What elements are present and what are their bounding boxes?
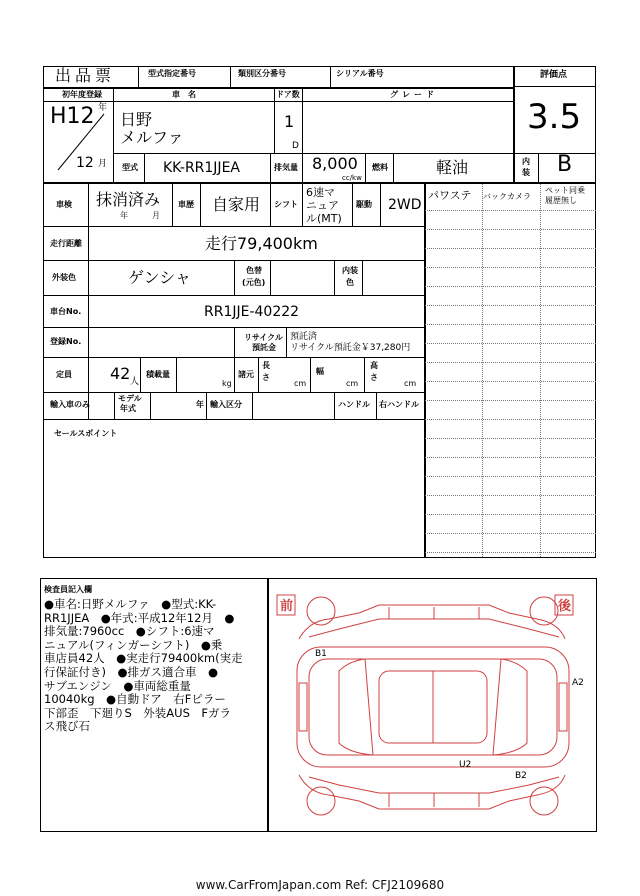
doors-value: 1 — [284, 112, 295, 131]
equipment-row-line — [425, 381, 596, 382]
use-label: 車歴 — [178, 200, 194, 209]
length-unit: cm — [294, 379, 307, 388]
note-line: 下部歪 下廻りS 外装AUS Fガラ — [44, 705, 231, 720]
import-label: 輸入車のみ — [50, 400, 90, 409]
shift-line2: ニュア — [306, 199, 339, 212]
length-label2: さ — [262, 373, 270, 382]
equipment-row-line — [425, 248, 596, 249]
interior-label: 内装 — [522, 157, 530, 177]
model-year-label2: 年式 — [120, 404, 136, 413]
sales-point-label: セールスポイント — [54, 429, 118, 438]
height-unit: cm — [404, 379, 417, 388]
height-label2: さ — [370, 373, 378, 382]
displacement-label: 排気量 — [274, 163, 298, 172]
doors-suffix: D — [292, 141, 299, 151]
shift-line1: 6速マ — [306, 186, 335, 199]
chassis-value: RR1JJE-40222 — [204, 304, 300, 320]
width-unit: cm — [346, 379, 359, 388]
height-label1: 高 — [370, 361, 378, 370]
equipment-row-line — [425, 400, 596, 401]
equipment-row-line — [425, 229, 596, 230]
score-label: 評価点 — [540, 70, 568, 80]
use-value: 自家用 — [212, 195, 261, 214]
color-label: 外装色 — [52, 273, 76, 282]
displacement-unit: cc/kw — [342, 174, 362, 182]
shift-label: シフト — [274, 200, 298, 209]
equipment-grid — [425, 183, 596, 558]
chassis-label: 車台No. — [50, 307, 82, 316]
equipment-col3-line1: ペット同乗 — [545, 186, 585, 195]
load-label: 積載量 — [146, 370, 170, 379]
year-unit: 年 — [98, 103, 108, 113]
vehicle-name-line1: 日野 — [120, 110, 153, 129]
damage-mark-u2: U2 — [459, 760, 472, 770]
handle-label: ハンドル — [338, 400, 370, 409]
interior-grade: B — [557, 152, 573, 177]
fuel-label: 燃料 — [372, 163, 388, 172]
note-line: サブエンジン ●車両総重量 — [44, 678, 191, 693]
equipment-row-line — [425, 343, 596, 344]
doors-label: ドア数 — [276, 90, 300, 99]
equipment-row-line — [425, 324, 596, 325]
note-line: ス飛び石 — [44, 719, 90, 734]
equipment-row-line — [425, 495, 596, 496]
inspector-title: 検査員記入欄 — [44, 585, 92, 594]
first-reg-label: 初年度登録 — [62, 90, 102, 99]
reg-no-label: 登録No. — [50, 337, 82, 346]
size-label: 諸元 — [238, 370, 254, 379]
import-category-label: 輸入区分 — [210, 400, 242, 409]
equipment-row-line — [425, 514, 596, 515]
front-label: 前 — [280, 599, 294, 614]
note-line: ニュアル(フィンガーシフト) ●乗 — [44, 637, 223, 652]
recycle-value1: 預託済 — [290, 332, 318, 342]
name-label: 車 名 — [172, 90, 196, 99]
inspector-notes — [44, 598, 266, 734]
capacity-value: 42 — [110, 364, 131, 383]
equipment-row-line — [425, 419, 596, 420]
model-year-unit: 年 — [196, 400, 204, 409]
equipment-row-line — [425, 210, 596, 211]
page-title: 出品票 — [55, 66, 116, 85]
note-line: 行保証付き) ●排ガス適合車 ● — [44, 664, 219, 679]
damage-mark-b1: B1 — [315, 649, 327, 659]
model-designation-label: 型式指定番号 — [148, 69, 196, 78]
note-line: RR1JJEA ●年式:平成12年12月 ● — [44, 610, 235, 625]
displacement-value: 8,000 — [312, 154, 358, 173]
inspection-value: 抹消済み — [96, 190, 161, 209]
equipment-row-line — [425, 552, 596, 553]
note-line: 排気量:7960cc ●シフト:6速マ — [44, 624, 215, 639]
color-value: ゲンシャ — [128, 268, 191, 287]
width-label: 幅 — [316, 367, 324, 376]
fuel-value: 軽油 — [436, 158, 469, 177]
equipment-col3-line2: 履歴無し — [545, 196, 577, 205]
length-label1: 長 — [262, 361, 270, 370]
first-reg-month: 12 — [76, 155, 94, 171]
mileage-label: 走行距離 — [50, 239, 82, 248]
equipment-row-line — [425, 267, 596, 268]
equipment-col-line — [482, 184, 483, 557]
damage-mark-b2: B2 — [515, 771, 527, 781]
vehicle-name-line2: メルファ — [120, 128, 184, 147]
equipment-row-line — [425, 457, 596, 458]
equipment-row-line — [425, 438, 596, 439]
equipment-col-line — [540, 184, 541, 557]
serial-label: シリアル番号 — [336, 69, 384, 78]
drive-value: 2WD — [388, 197, 422, 213]
inspection-year-sub: 年 — [120, 211, 128, 220]
rear-label: 後 — [558, 599, 572, 614]
footer-watermark: www.CarFromJapan.com Ref: CFJ2109680 — [195, 878, 445, 892]
equipment-col2: バックカメラ — [483, 192, 531, 201]
drive-label: 駆動 — [356, 200, 372, 209]
note-line: ●車名:日野メルファ ●型式:KK- — [44, 597, 217, 611]
recycle-label2: 預託金 — [252, 343, 276, 352]
note-line: 10040kg ●自動ドア 右Fピラー — [44, 692, 226, 707]
inspection-label: 車検 — [56, 200, 72, 209]
mileage-value: 走行79,400km — [205, 234, 318, 253]
damage-mark-a2: A2 — [572, 678, 584, 688]
grade-label: グレード — [390, 90, 438, 99]
capacity-unit: 人 — [130, 377, 140, 387]
load-unit: kg — [222, 379, 232, 388]
equipment-row-line — [425, 305, 596, 306]
model-year-label1: モデル — [118, 394, 142, 403]
handle-value: 右ハンドル — [379, 400, 419, 409]
type-value: KK-RR1JJEA — [163, 160, 240, 176]
recycle-value2: リサイクル預託金￥37,280円 — [290, 343, 411, 353]
equipment-row-line — [425, 362, 596, 363]
equipment-row-line — [425, 286, 596, 287]
interior-color-label2: 色 — [346, 278, 354, 287]
inspection-month-sub: 月 — [152, 211, 160, 220]
car-diagram — [269, 579, 596, 831]
month-unit: 月 — [98, 159, 108, 169]
interior-color-label1: 内装 — [342, 266, 358, 275]
equipment-col1: パワステ — [428, 189, 472, 202]
color-change-label2: (元色) — [242, 278, 266, 287]
capacity-label: 定員 — [56, 370, 72, 379]
category-label: 類別区分番号 — [238, 69, 286, 78]
shift-line3: ル(MT) — [306, 212, 342, 225]
equipment-row-line — [425, 533, 596, 534]
recycle-label1: リサイクル — [244, 333, 283, 342]
note-line: 車店員42人 ●実走行79400km(実走 — [44, 651, 243, 666]
first-reg-year: H12 — [50, 104, 95, 129]
equipment-row-line — [425, 476, 596, 477]
type-label: 型式 — [122, 163, 138, 172]
color-change-label1: 色替 — [246, 266, 262, 275]
score-value: 3.5 — [527, 97, 582, 137]
